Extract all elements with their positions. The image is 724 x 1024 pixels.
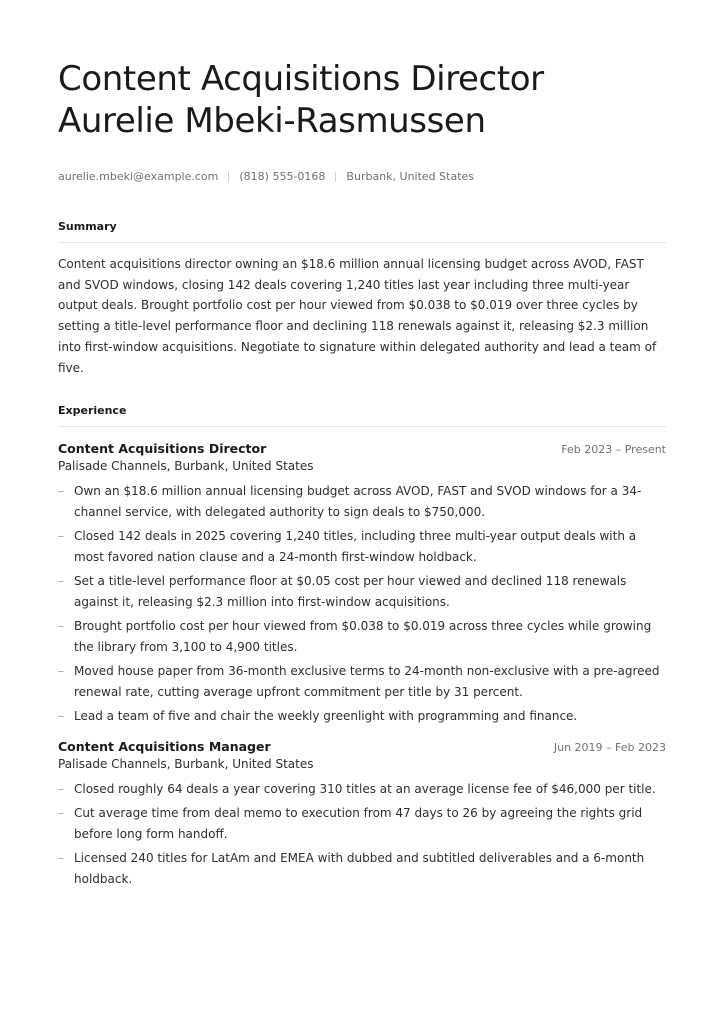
job-company: Palisade Channels, Burbank, United States [58,756,314,771]
contact-phone[interactable]: (818) 555-0168 [239,170,326,183]
bullet-dash: – [58,529,64,544]
section-heading-summary: Summary [58,220,666,243]
bullet-dash: – [58,664,64,679]
job-dates: Feb 2023 – Present [561,443,666,457]
bullet-text: Closed 142 deals in 2025 covering 1,240 titles, including three multi-year output deals with a most favored nation clause and a 24-month first-window holdback. [74,529,637,564]
job-bullet [58,661,666,702]
job-bullet [58,571,666,612]
job-entry [58,441,666,727]
bullet-text: Set a title-level performance floor at $0.05 cost per hour viewed and declined 118 renewals against it, releasing $2.3 million into first-window acquisitions. [74,574,627,609]
experience-section [58,404,666,889]
job-bullet [58,848,666,889]
job-bullet [58,616,666,657]
bullet-dash: – [58,781,64,796]
bullet-dash: – [58,619,64,634]
job-bullet [58,481,666,522]
bullet-text: Moved house paper from 36-month exclusive terms to 24-month non-exclusive with a pre-agreed renewal rate, cutting average upfront commitment per title by 31 percent. [74,664,660,699]
bullet-text: Licensed 240 titles for LatAm and EMEA with dubbed and subtitled deliverables and a 6-month holdback. [74,851,645,886]
contact-line [58,170,666,183]
bullet-text: Closed roughly 64 deals a year covering 310 titles at an average license fee of $46,000 per title. [74,781,656,796]
job-title: Content Acquisitions Director [58,441,267,457]
job-title: Content Acquisitions Manager [58,738,271,754]
section-heading-experience: Experience [58,404,666,427]
contact-separator [335,172,336,182]
job-bullet-list [58,481,666,727]
bullet-text: Cut average time from deal memo to execution from 47 days to 26 by agreeing the rights grid before long form handoff. [74,806,643,841]
bullet-text: Own an $18.6 million annual licensing budget across AVOD, FAST and SVOD windows for a 34-channel service, with delegated authority to sign deals to $750,000. [74,484,642,519]
job-header [58,441,666,456]
job-dates: Jun 2019 – Feb 2023 [553,740,666,754]
job-bullet [58,706,666,727]
resume-header [58,58,666,142]
job-title-heading: Content Acquisitions Director [58,59,544,99]
summary-text: Content acquisitions director owning an $18.6 million annual licensing budget across AVOD, FAST and SVOD windows, closing 142 deals covering 1,240 titles last year including three multi-year output deals. Brought portfolio cost per hour viewed from $0.038 to $0.019 over three cycles by setting a title-level performance floor and declining 118 renewals against it, releasing $2.3 million into first-window acquisitions. Negotiate to signature within delegated authority and lead a team of five. [58,257,657,375]
bullet-dash: – [58,806,64,821]
bullet-dash: – [58,851,64,866]
job-bullet-list [58,779,666,890]
bullet-dash: – [58,709,64,724]
bullet-dash: – [58,484,64,499]
bullet-text: Brought portfolio cost per hour viewed from $0.038 to $0.019 across three cycles while growing the library from 3,100 to 4,900 titles. [74,619,652,654]
summary-section [58,220,666,378]
job-entry [58,739,666,890]
job-company: Palisade Channels, Burbank, United States [58,459,314,474]
job-bullet [58,779,666,800]
bullet-text: Lead a team of five and chair the weekly greenlight with programming and finance. [74,709,578,724]
job-bullet [58,803,666,844]
candidate-name: Aurelie Mbeki-Rasmussen [58,101,486,141]
job-header [58,739,666,754]
job-bullet [58,526,666,567]
contact-separator [228,172,229,182]
contact-location: Burbank, United States [346,170,475,183]
bullet-dash: – [58,574,64,589]
contact-email[interactable]: aurelie.mbeki@example.com [58,170,219,183]
